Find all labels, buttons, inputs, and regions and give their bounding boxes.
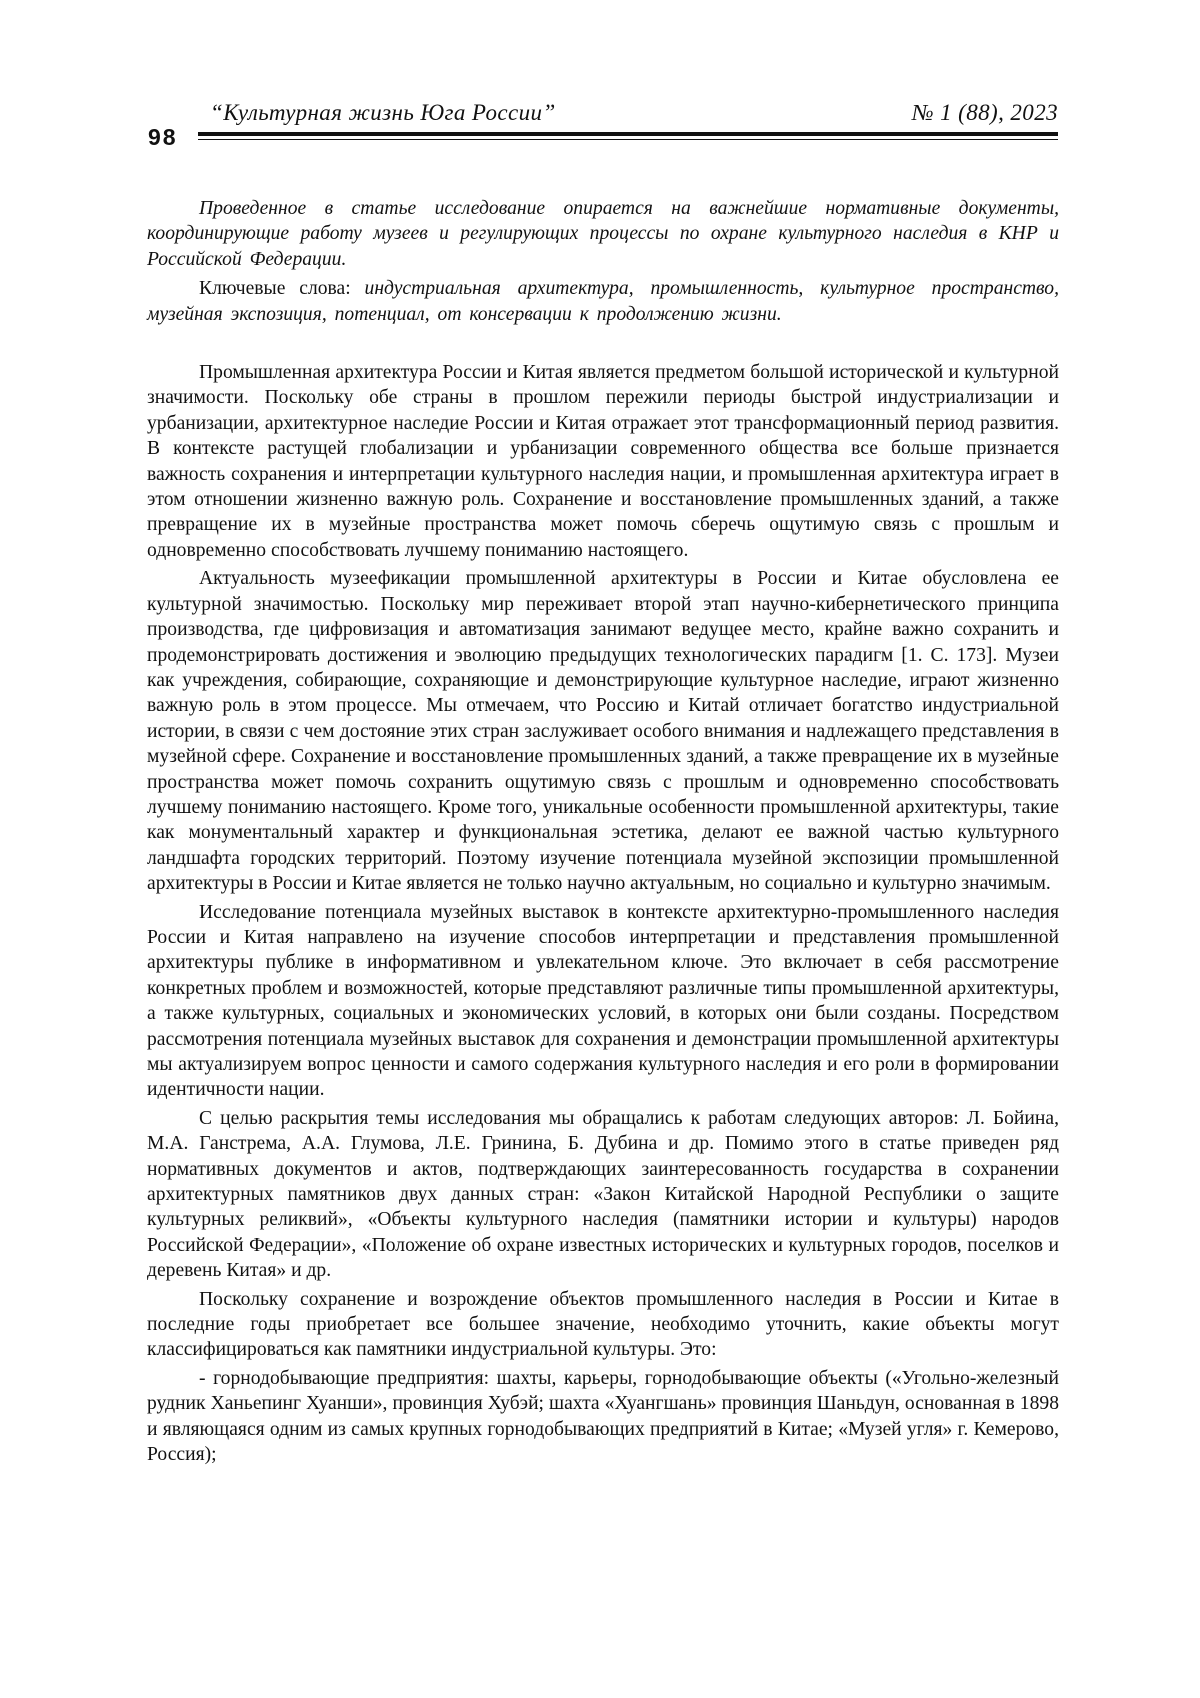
body-paragraph-1: Промышленная архитектура России и Китая является предметом большой исторической и культурной значимости. Поскольку обе страны в прошлом пережили периоды быстрой индустриализации и урбанизации, архитектурное наследие России и Китая отражает этот трансформационный период развития. В контексте растущей глобализации и урбанизации современного общества все больше признается важность сохранения и интерпретации культурного наследия нации, и промышленная архитектура играет в этом отношении жизненно важную роль. Сохранение и восстановление промышленных зданий, а также превращение их в музейные пространства может помочь сберечь ощутимую связь с прошлым и одновременно способствовать лучшему пониманию настоящего. xyxy=(147,360,1059,563)
keywords-label: Ключевые слова: xyxy=(199,278,351,299)
page-number: 98 xyxy=(148,124,178,151)
header-rule-thin xyxy=(198,139,1058,140)
body-paragraph-2: Актуальность музеефикации промышленной архитектуры в России и Китае обусловлена ее культурной значимостью. Поскольку мир переживает второй этап научно-кибернетического принципа производства, где цифровизация и автоматизация занимают ведущее место, крайне важно сохранить и продемонстрировать достижения и эволюцию предыдущих технологических парадигм [1. С. 173]. Музеи как учреждения, собирающие, сохраняющие и демонстрирующие культурное наследие, играют жизненно важную роль в этом процессе. Мы отмечаем, что Россию и Китай отличает богатство индустриальной истории, в связи с чем достояние этих стран заслуживает особого внимания и надлежащего представления в музейной сфере. Сохранение и восстановление промышленных зданий, а также превращение их в музейные пространства может помочь сохранить ощутимую связь с прошлым и одновременно способствовать лучшему пониманию настоящего. Кроме того, уникальные особенности промышленной архитектуры, такие как монументальный характер и функциональная эстетика, делают ее важной частью культурного ландшафта городских территорий. Поэтому изучение потенциала музейной экспозиции промышленной архитектуры в России и Китае является не только научно актуальным, но социально и культурно значимым. xyxy=(147,566,1059,896)
issue-number: № 1 (88), 2023 xyxy=(912,100,1058,126)
body-paragraph-4: С целью раскрытия темы исследования мы обращались к работам следующих авторов: Л. Бойина, М.А. Ганстрема, А.А. Глумова, Л.Е. Гринина, Б. Дубина и др. Помимо этого в статье приведен ряд нормативных документов и актов, подтверждающих заинтересованность государства в сохранении архитектурных памятников двух данных стран: «Закон Китайской Народной Республики о защите культурных реликвий», «Объекты культурного наследия (памятники истории и культуры) народов Российской Федерации», «Положение об охране известных исторических и культурных городов, поселков и деревень Китая» и др. xyxy=(147,1106,1059,1284)
running-header xyxy=(148,96,1058,146)
section-spacer xyxy=(147,327,1059,357)
journal-title: “Культурная жизнь Юга России” xyxy=(210,100,556,126)
article-content xyxy=(147,196,1059,1468)
keywords-list: индустриальная архитектура, промышленность, культурное пространство, музейная экспозиция, потенциал, от консервации к продолжению жизни. xyxy=(147,278,1059,324)
keywords xyxy=(147,276,1059,327)
body-paragraph-3: Исследование потенциала музейных выставок в контексте архитектурно-промышленного наследия России и Китая направлено на изучение способов интерпретации и представления промышленной архитектуры публике в информативном и увлекательном ключе. Это включает в себя рассмотрение конкретных проблем и возможностей, которые представляют различные типы промышленной архитектуры, а также культурных, социальных и экономических условий, в которых они были созданы. Посредством рассмотрения потенциала музейных выставок для сохранения и демонстрации промышленной архитектуры мы актуализируем вопрос ценности и самого содержания культурного наследия и его роли в формировании идентичности нации. xyxy=(147,900,1059,1103)
body-list-item-1: - горнодобывающие предприятия: шахты, карьеры, горнодобывающие объекты («Угольно-железный рудник Ханьепинг Хуанши», провинция Хубэй; шахта «Хуангшань» провинция Шаньдун, основанная в 1898 и являющаяся одним из самых крупных горнодобывающих предприятий в Китае; «Музей угля» г. Кемерово, Россия); xyxy=(147,1366,1059,1468)
abstract: Проведенное в статье исследование опирается на важнейшие нормативные документы, координирующие работу музеев и регулирующих процессы по охране культурного наследия в КНР и Российской Федерации. xyxy=(147,196,1059,272)
header-rule-thick xyxy=(198,132,1058,136)
body-paragraph-5: Поскольку сохранение и возрождение объектов промышленного наследия в России и Китае в последние годы приобретает все большее значение, необходимо уточнить, какие объекты могут классифицироваться как памятники индустриальной культуры. Это: xyxy=(147,1287,1059,1363)
